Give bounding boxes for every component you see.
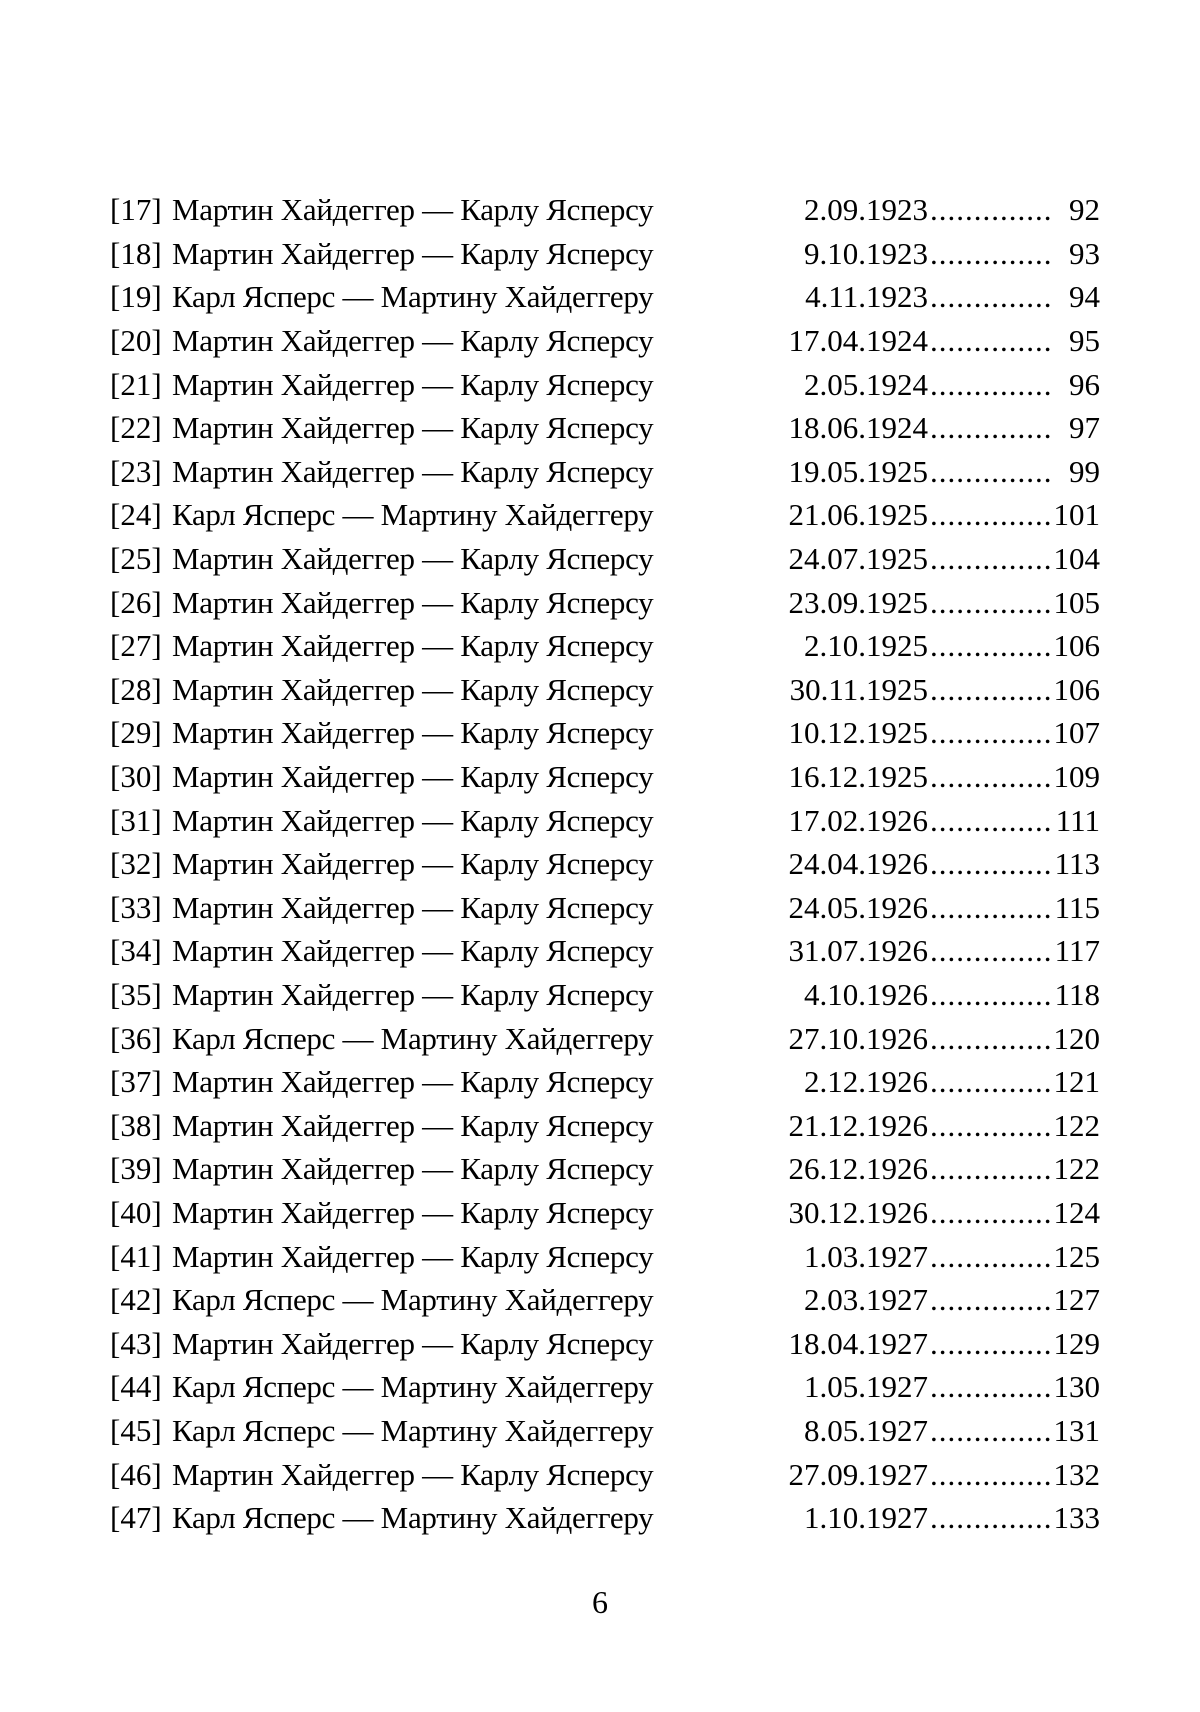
dot-leader: [930, 674, 1052, 705]
entry-title: Мартин Хайдеггер — Карлу Ясперсу: [172, 1238, 654, 1274]
entry-title: Мартин Хайдеггер — Карлу Ясперсу: [172, 846, 654, 882]
entry-page-number: 127: [1053, 1282, 1100, 1318]
entry-number: [31]: [110, 802, 162, 838]
entry-page-number: 120: [1053, 1020, 1100, 1056]
dot-leader: [930, 1066, 1052, 1097]
dot-leader: [930, 281, 1052, 312]
entry-title: Карл Ясперс — Мартину Хайдеггеру: [172, 1282, 654, 1318]
entry-title: Мартин Хайдеггер — Карлу Ясперсу: [172, 671, 654, 707]
toc-entry: [110, 711, 1100, 755]
dot-leader: [930, 805, 1052, 836]
entry-page-number: 125: [1053, 1238, 1100, 1274]
dot-leader: [930, 848, 1052, 879]
dot-leader: [930, 717, 1052, 748]
entry-title: Мартин Хайдеггер — Карлу Ясперсу: [172, 541, 654, 577]
toc-entry: [110, 1321, 1100, 1365]
entry-number: [21]: [110, 366, 162, 402]
entry-number: [46]: [110, 1456, 162, 1492]
entry-date: 27.10.1926: [788, 1020, 928, 1056]
entry-page-number: 121: [1053, 1064, 1100, 1100]
dot-leader: [930, 1459, 1052, 1490]
dot-leader: [930, 543, 1052, 574]
entry-number: [24]: [110, 497, 162, 533]
entry-number: [22]: [110, 410, 162, 446]
entry-date: 4.11.1923: [805, 279, 928, 315]
dot-leader: [930, 892, 1052, 923]
entry-date: 18.06.1924: [788, 410, 928, 446]
entry-title: Мартин Хайдеггер — Карлу Ясперсу: [172, 759, 654, 795]
dot-leader: [930, 1328, 1052, 1359]
entry-page-number: 97: [1069, 410, 1100, 446]
entry-page-number: 95: [1069, 323, 1100, 359]
entry-title: Мартин Хайдеггер — Карлу Ясперсу: [172, 1325, 654, 1361]
entry-date: 17.02.1926: [788, 802, 928, 838]
toc-entry: [110, 755, 1100, 799]
entry-date: 23.09.1925: [788, 584, 928, 620]
entry-page-number: 132: [1053, 1456, 1100, 1492]
entry-number: [39]: [110, 1151, 162, 1187]
toc-entry: [110, 493, 1100, 537]
entry-date: 2.09.1923: [804, 192, 928, 228]
entry-number: [43]: [110, 1325, 162, 1361]
entry-page-number: 107: [1053, 715, 1100, 751]
dot-leader: [930, 238, 1052, 269]
entry-title: Мартин Хайдеггер — Карлу Ясперсу: [172, 1456, 654, 1492]
entry-title: Карл Ясперс — Мартину Хайдеггеру: [172, 279, 654, 315]
entry-title: Карл Ясперс — Мартину Хайдеггеру: [172, 1500, 654, 1536]
entry-number: [17]: [110, 192, 162, 228]
dot-leader: [930, 325, 1052, 356]
entry-date: 2.12.1926: [804, 1064, 928, 1100]
entry-page-number: 133: [1053, 1500, 1100, 1536]
toc-entry: [110, 973, 1100, 1017]
dot-leader: [930, 1110, 1052, 1141]
dot-leader: [930, 1284, 1052, 1315]
toc-entry: [110, 1452, 1100, 1496]
entry-title: Мартин Хайдеггер — Карлу Ясперсу: [172, 802, 654, 838]
entry-title: Мартин Хайдеггер — Карлу Ясперсу: [172, 628, 654, 664]
entry-date: 31.07.1926: [788, 933, 928, 969]
entry-title: Мартин Хайдеггер — Карлу Ясперсу: [172, 453, 654, 489]
entry-number: [28]: [110, 671, 162, 707]
dot-leader: [930, 587, 1052, 618]
toc-entry: [110, 798, 1100, 842]
entry-title: Мартин Хайдеггер — Карлу Ясперсу: [172, 1107, 654, 1143]
entry-title: Мартин Хайдеггер — Карлу Ясперсу: [172, 889, 654, 925]
toc-entry: [110, 1016, 1100, 1060]
toc-entry: [110, 1234, 1100, 1278]
toc-entry: [110, 668, 1100, 712]
entry-page-number: 117: [1054, 933, 1100, 969]
entry-date: 26.12.1926: [788, 1151, 928, 1187]
entry-date: 2.05.1924: [804, 366, 928, 402]
toc-entry: [110, 319, 1100, 363]
dot-leader: [930, 1197, 1052, 1228]
dot-leader: [930, 194, 1052, 225]
entry-page-number: 101: [1053, 497, 1100, 533]
toc-entry: [110, 580, 1100, 624]
dot-leader: [930, 456, 1052, 487]
dot-leader: [930, 1241, 1052, 1272]
entry-title: Карл Ясперс — Мартину Хайдеггеру: [172, 497, 654, 533]
entry-title: Карл Ясперс — Мартину Хайдеггеру: [172, 1020, 654, 1056]
dot-leader: [930, 499, 1052, 530]
entry-title: Карл Ясперс — Мартину Хайдеггеру: [172, 1369, 654, 1405]
entry-title: Мартин Хайдеггер — Карлу Ясперсу: [172, 1194, 654, 1230]
toc-entry: [110, 362, 1100, 406]
toc-entry: [110, 1191, 1100, 1235]
entry-date: 24.05.1926: [788, 889, 928, 925]
entry-number: [34]: [110, 933, 162, 969]
entry-date: 21.06.1925: [788, 497, 928, 533]
entry-title: Мартин Хайдеггер — Карлу Ясперсу: [172, 584, 654, 620]
entry-number: [32]: [110, 846, 162, 882]
entry-date: 1.10.1927: [804, 1500, 928, 1536]
entry-page-number: 122: [1053, 1107, 1100, 1143]
entry-date: 17.04.1924: [788, 323, 928, 359]
page-number: 6: [592, 1584, 608, 1620]
entry-page-number: 109: [1053, 759, 1100, 795]
entry-title: Мартин Хайдеггер — Карлу Ясперсу: [172, 323, 654, 359]
entry-title: Мартин Хайдеггер — Карлу Ясперсу: [172, 192, 654, 228]
entry-title: Мартин Хайдеггер — Карлу Ясперсу: [172, 1064, 654, 1100]
entry-date: 19.05.1925: [788, 453, 928, 489]
entry-date: 18.04.1927: [788, 1325, 928, 1361]
entry-number: [38]: [110, 1107, 162, 1143]
entry-number: [41]: [110, 1238, 162, 1274]
toc-entry: [110, 1060, 1100, 1104]
entry-date: 16.12.1925: [788, 759, 928, 795]
toc-entry: [110, 188, 1100, 232]
entry-page-number: 118: [1054, 976, 1100, 1012]
entry-number: [37]: [110, 1064, 162, 1100]
entry-page-number: 106: [1053, 671, 1100, 707]
entry-date: 1.03.1927: [804, 1238, 928, 1274]
entry-date: 2.03.1927: [804, 1282, 928, 1318]
entry-page-number: 92: [1069, 192, 1100, 228]
dot-leader: [930, 979, 1052, 1010]
toc-entry: [110, 537, 1100, 581]
toc-entry: [110, 1147, 1100, 1191]
toc-entry: [110, 450, 1100, 494]
entry-date: 9.10.1923: [804, 235, 928, 271]
entry-date: 24.07.1925: [788, 541, 928, 577]
entry-number: [20]: [110, 323, 162, 359]
entry-number: [27]: [110, 628, 162, 664]
entry-title: Мартин Хайдеггер — Карлу Ясперсу: [172, 976, 654, 1012]
entry-page-number: 122: [1053, 1151, 1100, 1187]
dot-leader: [930, 761, 1052, 792]
toc-entry: [110, 275, 1100, 319]
entry-number: [33]: [110, 889, 162, 925]
entry-number: [42]: [110, 1282, 162, 1318]
toc-entry: [110, 1103, 1100, 1147]
entry-title: Карл Ясперс — Мартину Хайдеггеру: [172, 1412, 654, 1448]
entry-page-number: 115: [1054, 889, 1100, 925]
entry-number: [26]: [110, 584, 162, 620]
entry-number: [25]: [110, 541, 162, 577]
dot-leader: [930, 1502, 1052, 1533]
entry-page-number: 99: [1069, 453, 1100, 489]
entry-number: [19]: [110, 279, 162, 315]
entry-date: 24.04.1926: [788, 846, 928, 882]
entry-date: 4.10.1926: [804, 976, 928, 1012]
toc-entry: [110, 886, 1100, 930]
dot-leader: [930, 935, 1052, 966]
entry-number: [30]: [110, 759, 162, 795]
entry-title: Мартин Хайдеггер — Карлу Ясперсу: [172, 410, 654, 446]
toc-entry: [110, 624, 1100, 668]
toc-entry: [110, 1409, 1100, 1453]
entry-page-number: 111: [1055, 802, 1100, 838]
entry-number: [47]: [110, 1500, 162, 1536]
dot-leader: [930, 630, 1052, 661]
entry-page-number: 106: [1053, 628, 1100, 664]
entry-number: [18]: [110, 235, 162, 271]
toc-entry: [110, 929, 1100, 973]
entry-page-number: 96: [1069, 366, 1100, 402]
entry-number: [40]: [110, 1194, 162, 1230]
entry-number: [35]: [110, 976, 162, 1012]
entry-page-number: 129: [1053, 1325, 1100, 1361]
dot-leader: [930, 1153, 1052, 1184]
entry-number: [23]: [110, 453, 162, 489]
entry-date: 21.12.1926: [788, 1107, 928, 1143]
entry-date: 27.09.1927: [788, 1456, 928, 1492]
entry-page-number: 124: [1053, 1194, 1100, 1230]
toc-entry: [110, 1365, 1100, 1409]
entry-title: Мартин Хайдеггер — Карлу Ясперсу: [172, 933, 654, 969]
entry-page-number: 131: [1053, 1412, 1100, 1448]
entry-date: 10.12.1925: [788, 715, 928, 751]
entry-number: [29]: [110, 715, 162, 751]
table-of-contents: [110, 188, 1100, 1539]
toc-entry: [110, 842, 1100, 886]
entry-date: 30.11.1925: [789, 671, 928, 707]
entry-title: Мартин Хайдеггер — Карлу Ясперсу: [172, 235, 654, 271]
entry-page-number: 105: [1053, 584, 1100, 620]
entry-page-number: 130: [1053, 1369, 1100, 1405]
entry-number: [44]: [110, 1369, 162, 1405]
entry-title: Мартин Хайдеггер — Карлу Ясперсу: [172, 366, 654, 402]
dot-leader: [930, 1415, 1052, 1446]
toc-entry: [110, 1496, 1100, 1540]
entry-date: 1.05.1927: [804, 1369, 928, 1405]
toc-entry: [110, 232, 1100, 276]
entry-page-number: 94: [1069, 279, 1100, 315]
entry-date: 30.12.1926: [788, 1194, 928, 1230]
entry-date: 8.05.1927: [804, 1412, 928, 1448]
dot-leader: [930, 369, 1052, 400]
dot-leader: [930, 1371, 1052, 1402]
dot-leader: [930, 1023, 1052, 1054]
entry-title: Мартин Хайдеггер — Карлу Ясперсу: [172, 715, 654, 751]
entry-page-number: 104: [1053, 541, 1100, 577]
entry-number: [45]: [110, 1412, 162, 1448]
entry-title: Мартин Хайдеггер — Карлу Ясперсу: [172, 1151, 654, 1187]
toc-entry: [110, 406, 1100, 450]
entry-page-number: 93: [1069, 235, 1100, 271]
dot-leader: [930, 412, 1052, 443]
toc-entry: [110, 1278, 1100, 1322]
entry-date: 2.10.1925: [804, 628, 928, 664]
entry-number: [36]: [110, 1020, 162, 1056]
entry-page-number: 113: [1054, 846, 1100, 882]
